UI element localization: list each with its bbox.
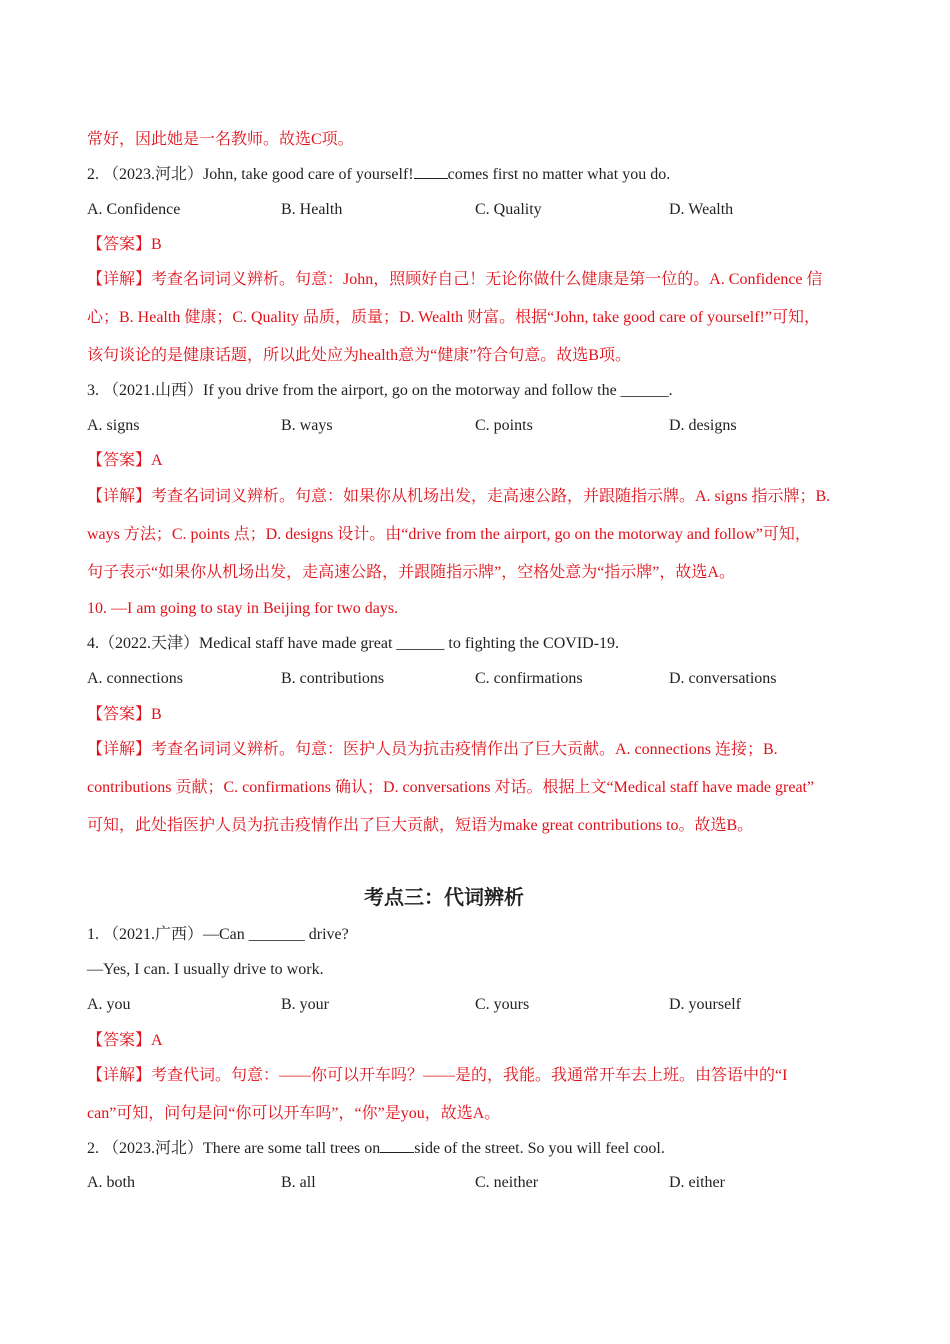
- answer-blank: [380, 1138, 414, 1153]
- detail-line: 【详解】考查名词词义辨析。句意：医护人员为抗击疫情作出了巨大贡献。A. connections 连接；B.: [87, 741, 778, 758]
- option-c: C. neither: [475, 1174, 539, 1191]
- option-c: C. Quality: [475, 201, 542, 218]
- option-b: B. ways: [281, 417, 333, 434]
- option-b: B. your: [281, 996, 329, 1013]
- option-c: C. confirmations: [475, 670, 583, 687]
- detail-line: 【详解】考查名词词义辨析。句意：John，照顾好自己！无论你做什么健康是第一位的。A. Confidence 信: [87, 271, 823, 288]
- detail-line: 【详解】考查名词词义辨析。句意：如果你从机场出发，走高速公路，并跟随指示牌。A. signs 指示牌；B.: [87, 488, 831, 505]
- option-a: A. you: [87, 996, 131, 1013]
- question-stem-pre: 2. （2023.河北）There are some tall trees on: [87, 1140, 381, 1157]
- question-3-stem: 3. （2021.山西）If you drive from the airport, go on the motorway and follow the ______.: [87, 382, 673, 399]
- detail-line: can”可知，问句是问“你可以开车吗”，“你”是you，故选A。: [87, 1105, 501, 1122]
- detail-line: 心；B. Health 健康；C. Quality 品质，质量；D. Wealth 财富。根据“John, take good care of yourself!”可知，: [87, 309, 820, 326]
- detail-line: 【详解】考查代词。句意：——你可以开车吗？——是的，我能。我通常开车去上班。由答语中的“I: [87, 1067, 788, 1084]
- question-2-stem: [87, 1138, 665, 1159]
- question-stem-post: comes first no matter what you do.: [447, 166, 671, 183]
- question-stem-pre: 2. （2023.河北）John, take good care of yourself!: [87, 166, 414, 183]
- option-b: B. contributions: [281, 670, 385, 687]
- detail-line: 可知，此处指医护人员为抗击疫情作出了巨大贡献，短语为make great contributions to。故选B。: [87, 817, 754, 834]
- option-d: D. yourself: [669, 996, 741, 1013]
- answer-label: 【答案】A: [87, 452, 163, 469]
- option-a: A. connections: [87, 670, 183, 687]
- option-a: A. signs: [87, 417, 140, 434]
- detail-line: ways 方法；C. points 点；D. designs 设计。由“drive from the airport, go on the motorway and follow”可知，: [87, 526, 811, 543]
- option-a: A. both: [87, 1174, 135, 1191]
- section-title: 考点三：代词辨析: [364, 885, 524, 909]
- question-2-stem: [87, 164, 670, 185]
- extra-question-line: 10. —I am going to stay in Beijing for two days.: [87, 600, 399, 617]
- answer-blank: [414, 164, 448, 179]
- option-b: B. Health: [281, 201, 343, 218]
- option-d: D. either: [669, 1174, 725, 1191]
- question-1-stem: 1. （2021.广西）—Can _______ drive?: [87, 926, 349, 943]
- option-d: D. designs: [669, 417, 737, 434]
- detail-line: 句子表示“如果你从机场出发，走高速公路，并跟随指示牌”，空格处意为“指示牌”，故选A。: [87, 564, 735, 581]
- option-d: D. conversations: [669, 670, 777, 687]
- answer-label: 【答案】B: [87, 706, 162, 723]
- option-a: A. Confidence: [87, 201, 181, 218]
- answer-label: 【答案】B: [87, 236, 162, 253]
- question-stem-post: side of the street. So you will feel cool.: [414, 1140, 665, 1157]
- intro-answer-line: 常好，因此她是一名教师。故选C项。: [87, 131, 354, 148]
- option-c: C. yours: [475, 996, 530, 1013]
- option-c: C. points: [475, 417, 533, 434]
- question-4-stem: 4.（2022.天津）Medical staff have made great ______ to fighting the COVID-19.: [87, 635, 620, 652]
- option-d: D. Wealth: [669, 201, 734, 218]
- question-1-reply: —Yes, I can. I usually drive to work.: [87, 961, 324, 978]
- detail-line: 该句谈论的是健康话题，所以此处应为health意为“健康”符合句意。故选B项。: [87, 347, 631, 364]
- option-b: B. all: [281, 1174, 316, 1191]
- detail-line: contributions 贡献；C. confirmations 确认；D. conversations 对话。根据上文“Medical staff have made great”: [87, 779, 815, 796]
- answer-label: 【答案】A: [87, 1032, 163, 1049]
